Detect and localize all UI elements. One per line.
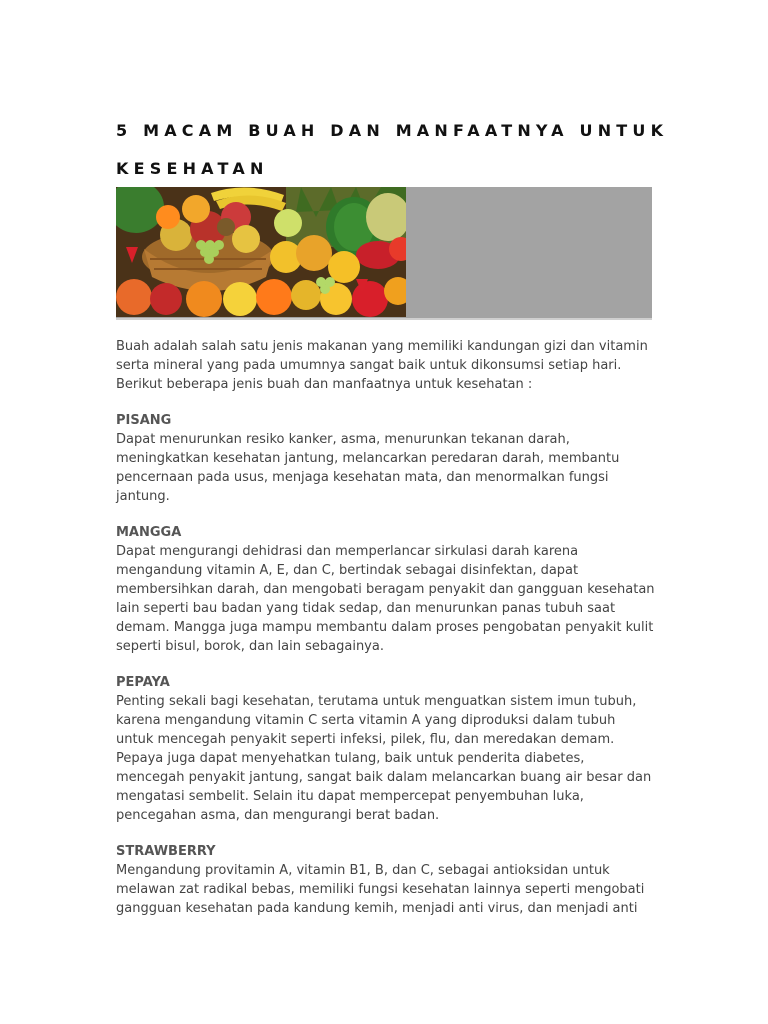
header-banner xyxy=(116,187,652,320)
section-text: Dapat menurunkan resiko kanker, asma, menurunkan tekanan darah, meningkatkan kesehatan jantung, melancarkan peredaran darah, membantu pencernaan pada usus, menjaga kesehatan mata, dan menormalkan fungsi jantung. xyxy=(116,432,620,504)
section-pisang xyxy=(116,411,656,506)
section-strawberry xyxy=(116,842,656,918)
section-text: Dapat mengurangi dehidrasi dan memperlancar sirkulasi darah karena mengandung vitamin A, E, dan C, bertindak sebagai disinfektan, dapat membersihkan darah, dan mengobati beragam penyakit dan gangguan kesehatan lain seperti bau badan yang tidak sedap, dan menurunkan panas tubuh saat demam. Mangga juga mampu membantu dalam proses pengobatan penyakit kulit seperti bisul, borok, dan lain sebagainya. xyxy=(116,544,655,654)
intro-paragraph: Buah adalah salah satu jenis makanan yang memiliki kandungan gizi dan vitamin serta mineral yang pada umumnya sangat baik untuk dikonsumsi setiap hari. Berikut beberapa jenis buah dan manfaatnya untuk kesehatan : xyxy=(116,339,648,392)
section-heading: PISANG xyxy=(116,413,172,428)
fruit-basket-photo xyxy=(116,187,406,317)
section-mangga xyxy=(116,523,656,656)
section-text: Penting sekali bagi kesehatan, terutama untuk menguatkan sistem imun tubuh, karena mengandung vitamin C serta vitamin A yang diproduksi dalam tubuh untuk mencegah penyakit seperti infeksi, pilek, flu, dan meredakan demam. Pepaya juga dapat menyehatkan tulang, baik untuk penderita diabetes, mencegah penyakit jantung, sangat baik dalam melancarkan buang air besar dan mengatasi sembelit. Selain itu dapat mempercepat penyembuhan luka, pencegahan asma, dan mengurangi berat badan. xyxy=(116,694,652,823)
page-title-line-1: 5 MACAM BUAH DAN MANFAATNYA UNTUK xyxy=(116,121,669,140)
page-title-line-2: KESEHATAN xyxy=(116,159,269,178)
section-heading: MANGGA xyxy=(116,525,182,540)
section-heading: STRAWBERRY xyxy=(116,844,216,859)
section-heading: PEPAYA xyxy=(116,675,170,690)
article-body xyxy=(116,337,656,935)
section-pepaya xyxy=(116,673,656,825)
section-text: Mengandung provitamin A, vitamin B1, B, dan C, sebagai antioksidan untuk melawan zat radikal bebas, memiliki fungsi kesehatan lainnya seperti mengobati gangguan kesehatan pada kandung kemih, menjadi anti virus, dan menjadi anti xyxy=(116,863,645,916)
